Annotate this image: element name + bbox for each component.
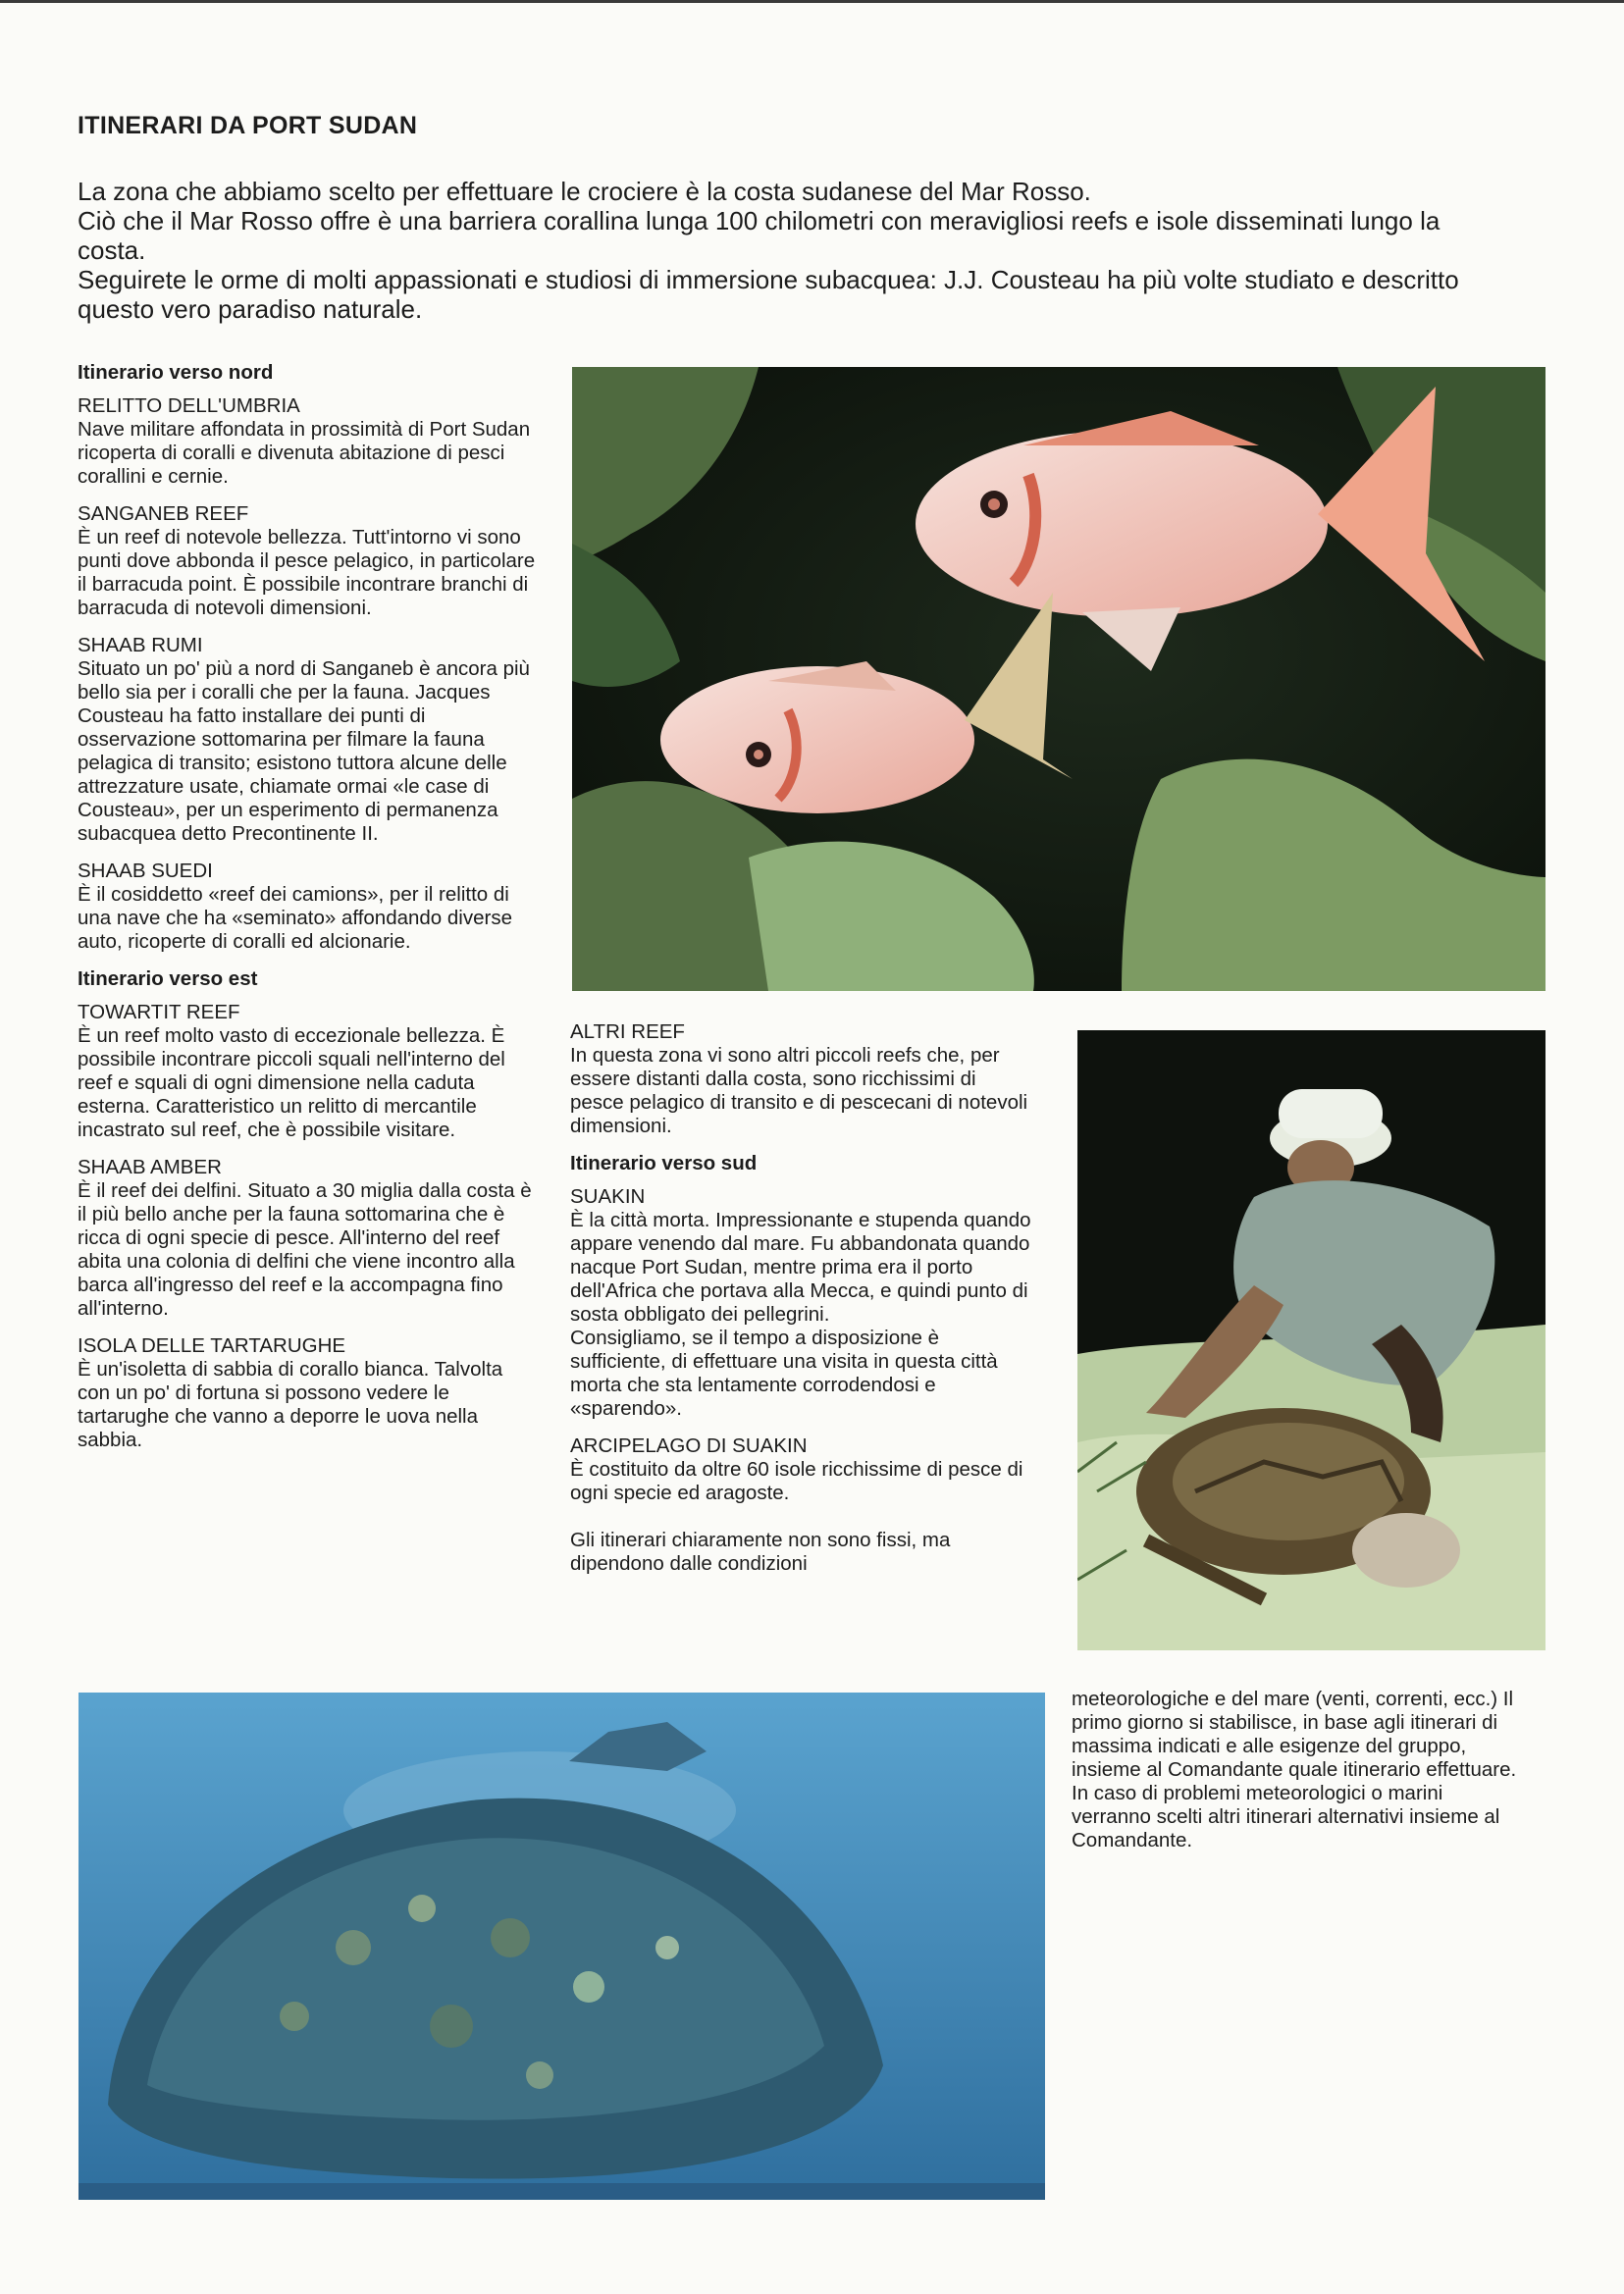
section-title: SHAAB AMBER	[78, 1156, 222, 1178]
section-suakin	[570, 1185, 1031, 1421]
section-body: In questa zona vi sono altri piccoli reefs che, per essere distanti dalla costa, sono ricchissimi di pesce pelagico di transito e di pescecani di notevoli dimensioni.	[570, 1044, 1028, 1137]
section-title: RELITTO DELL'UMBRIA	[78, 394, 300, 417]
heading-itinerario-est: Itinerario verso est	[78, 967, 258, 990]
photo-soldierfish	[572, 367, 1545, 991]
section-shaab-suedi	[78, 860, 539, 954]
section-shaab-amber	[78, 1156, 539, 1321]
intro-line-1: La zona che abbiamo scelto per effettuare le crociere è la costa sudanese del Mar Rosso.	[78, 177, 1091, 206]
section-body: È il reef dei delfini. Situato a 30 miglia dalla costa è il più bello anche per la fauna sottomarina che è ricca di ogni specie di pesce. All'interno del reef abita una colonia di delfini che viene incontro alla barca all'ingresso del reef e la accompagna fino all'interno.	[78, 1179, 532, 1320]
section-towartit-reef	[78, 1001, 539, 1142]
section-body-2: Consigliamo, se il tempo a disposizione è sufficiente, di effettuare una visita in questa città morta che sta lentamente corrodendosi e «sparendo».	[570, 1327, 998, 1420]
heading-itinerario-nord: Itinerario verso nord	[78, 361, 274, 384]
section-body: È un reef di notevole bellezza. Tutt'intorno vi sono punti dove abbonda il pesce pelagico, in particolare il barracuda point. È possibile incontrare branchi di barracuda di notevoli dimensioni.	[78, 526, 536, 619]
continuation-text: meteorologiche e del mare (venti, correnti, ecc.) Il primo giorno si stabilisce, in base agli itinerari di massima indicati e alle esigenze del gruppo, insieme al Comandante quale itinerario effettuare. In caso di problemi meteorologici o marini verranno scelti altri itinerari alternativi insieme al Comandante.	[1072, 1688, 1517, 1851]
closing-text: Gli itinerari chiaramente non sono fissi, ma dipendono dalle condizioni	[570, 1529, 951, 1575]
section-body: Nave militare affondata in prossimità di Port Sudan ricoperta di coralli e divenuta abitazione di pesci corallini e cernie.	[78, 418, 531, 488]
section-title: SUAKIN	[570, 1185, 646, 1208]
left-column	[78, 361, 539, 1466]
section-body: È la città morta. Impressionante e stupenda quando appare venendo dal mare. Fu abbandonata quando nacque Port Sudan, mentre prima era il porto dell'Africa che portava alla Mecca, e quindi punto di sosta obbligato dei pellegrini.	[570, 1209, 1031, 1326]
section-title: ARCIPELAGO DI SUAKIN	[570, 1434, 808, 1457]
section-body: È costituito da oltre 60 isole ricchissime di pesce di ogni specie ed aragoste.	[570, 1458, 1023, 1504]
section-relitto-umbria	[78, 394, 539, 489]
intro-line-2: Ciò che il Mar Rosso offre è una barriera corallina lunga 100 chilometri con meravigliosi reefs e isole disseminati lungo la costa.	[78, 206, 1441, 265]
heading-itinerario-sud: Itinerario verso sud	[570, 1152, 758, 1174]
section-title: ISOLA DELLE TARTARUGHE	[78, 1334, 346, 1357]
page-top-edge	[0, 0, 1624, 3]
section-altri-reef	[570, 1020, 1031, 1138]
page-title: ITINERARI DA PORT SUDAN	[78, 112, 418, 139]
photo-underwater-wreck	[79, 1693, 1045, 2200]
photo-turtle-beach	[1077, 1030, 1545, 1650]
section-body: È un'isoletta di sabbia di corallo bianca. Talvolta con un po' di fortuna si possono vedere le tartarughe che vanno a deporre le uova nella sabbia.	[78, 1358, 503, 1451]
section-body: È un reef molto vasto di eccezionale bellezza. È possibile incontrare piccoli squali nell'interno del reef e squali di ogni dimensione nella caduta esterna. Caratteristico un relitto di mercantile incastrato sul reef, che è possibile visitare.	[78, 1024, 505, 1141]
section-title: SHAAB RUMI	[78, 634, 203, 656]
section-title: SHAAB SUEDI	[78, 860, 213, 882]
section-sanganeb-reef	[78, 502, 539, 620]
section-arcipelago-suakin	[570, 1434, 1031, 1505]
section-title: SANGANEB REEF	[78, 502, 249, 525]
section-body: È il cosiddetto «reef dei camions», per il relitto di una nave che ha «seminato» affondando diverse auto, ricoperte di coralli ed alcionarie.	[78, 883, 512, 953]
section-isola-tartarughe	[78, 1334, 539, 1452]
section-shaab-rumi	[78, 634, 539, 846]
section-title: ALTRI REEF	[570, 1020, 685, 1043]
middle-column	[570, 1020, 1031, 1590]
section-body: Situato un po' più a nord di Sanganeb è ancora più bello sia per i coralli che per la fauna. Jacques Cousteau ha fatto installare dei punti di osservazione sottomarina per filmare la fauna pelagica di transito; esistono tuttora alcune delle attrezzature usate, chiamate ormai «le case di Cousteau», per un esperimento di permanenza subacquea detto Precontinente II.	[78, 657, 530, 845]
intro-text	[78, 177, 1491, 324]
intro-line-3: Seguirete le orme di molti appassionati e studiosi di immersione subacquea: J.J. Cousteau ha più volte studiato e descritto questo vero paradiso naturale.	[78, 265, 1459, 324]
section-title: TOWARTIT REEF	[78, 1001, 240, 1023]
